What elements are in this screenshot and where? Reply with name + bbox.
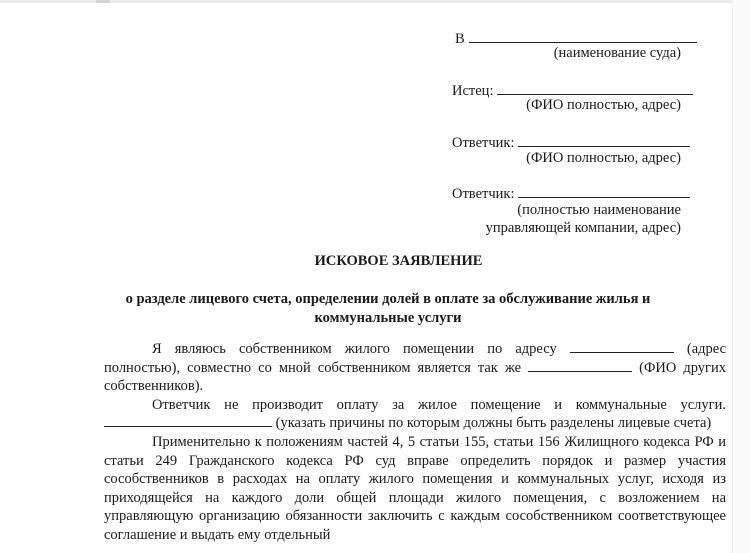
plaintiff-blank-line xyxy=(497,82,693,95)
reasons-blank xyxy=(104,414,272,427)
p1-text-b: (адрес полностью), совместно со мной собственником является так же xyxy=(104,341,726,376)
page-right-margin xyxy=(732,0,750,553)
defendant2-label: Ответчик: xyxy=(452,186,515,202)
p2-text-a: Ответчик не производит оплату за жилое помещение и коммунальные услуги. xyxy=(152,396,726,413)
defendant2-note-line2: управляющей компании, адрес) xyxy=(485,220,681,236)
paragraph-legal-basis xyxy=(104,433,726,545)
plaintiff-label: Истец: xyxy=(452,83,494,99)
p1-text-c: (ФИО других собственников). xyxy=(104,359,727,395)
defendant1-label: Ответчик: xyxy=(452,135,515,151)
defendant2-blank-line xyxy=(518,185,690,198)
document-subtitle: о разделе лицевого счета, определении долей в оплате за обслуживание жилья и коммунальные услуги xyxy=(125,291,651,326)
document-body xyxy=(104,340,726,545)
p2-text-b: (указать причины по которым должны быть разделены лицевые счета) xyxy=(275,415,712,432)
paragraph-ownership xyxy=(104,340,726,396)
court-note: (наименование суда) xyxy=(553,45,681,61)
p1-text-a: Я являюсь собственником жилого помещении по адресу xyxy=(152,341,557,357)
co-owners-blank xyxy=(528,359,632,372)
court-blank-line xyxy=(469,30,697,43)
p3-text: Применительно к положениям частей 4, 5 статьи 155, статьи 156 Жилищного кодекса РФ и статьи 249 Гражданского кодекса РФ суд вправе определить порядок и размер участия сособственников в расходах на оплату жилого помещения и коммунальных услуг, исходя из приходящейся на каждого доли общей площади жилого помещения, с возложением на управляющую организацию обязанности заключить с каждым сособственником соответствующее соглашение и выдать ему отдельный xyxy=(104,433,726,543)
court-prefix: В xyxy=(455,31,465,47)
defendant2-note-line1: (полностью наименование xyxy=(517,202,681,218)
paragraph-nonpayment xyxy=(104,396,726,433)
defendant1-note: (ФИО полностью, адрес) xyxy=(526,150,681,166)
document-title: ИСКОВОЕ ЗАЯВЛЕНИЕ xyxy=(314,253,483,269)
address-blank xyxy=(570,340,674,353)
defendant1-blank-line xyxy=(518,134,690,147)
plaintiff-note: (ФИО полностью, адрес) xyxy=(526,97,681,113)
